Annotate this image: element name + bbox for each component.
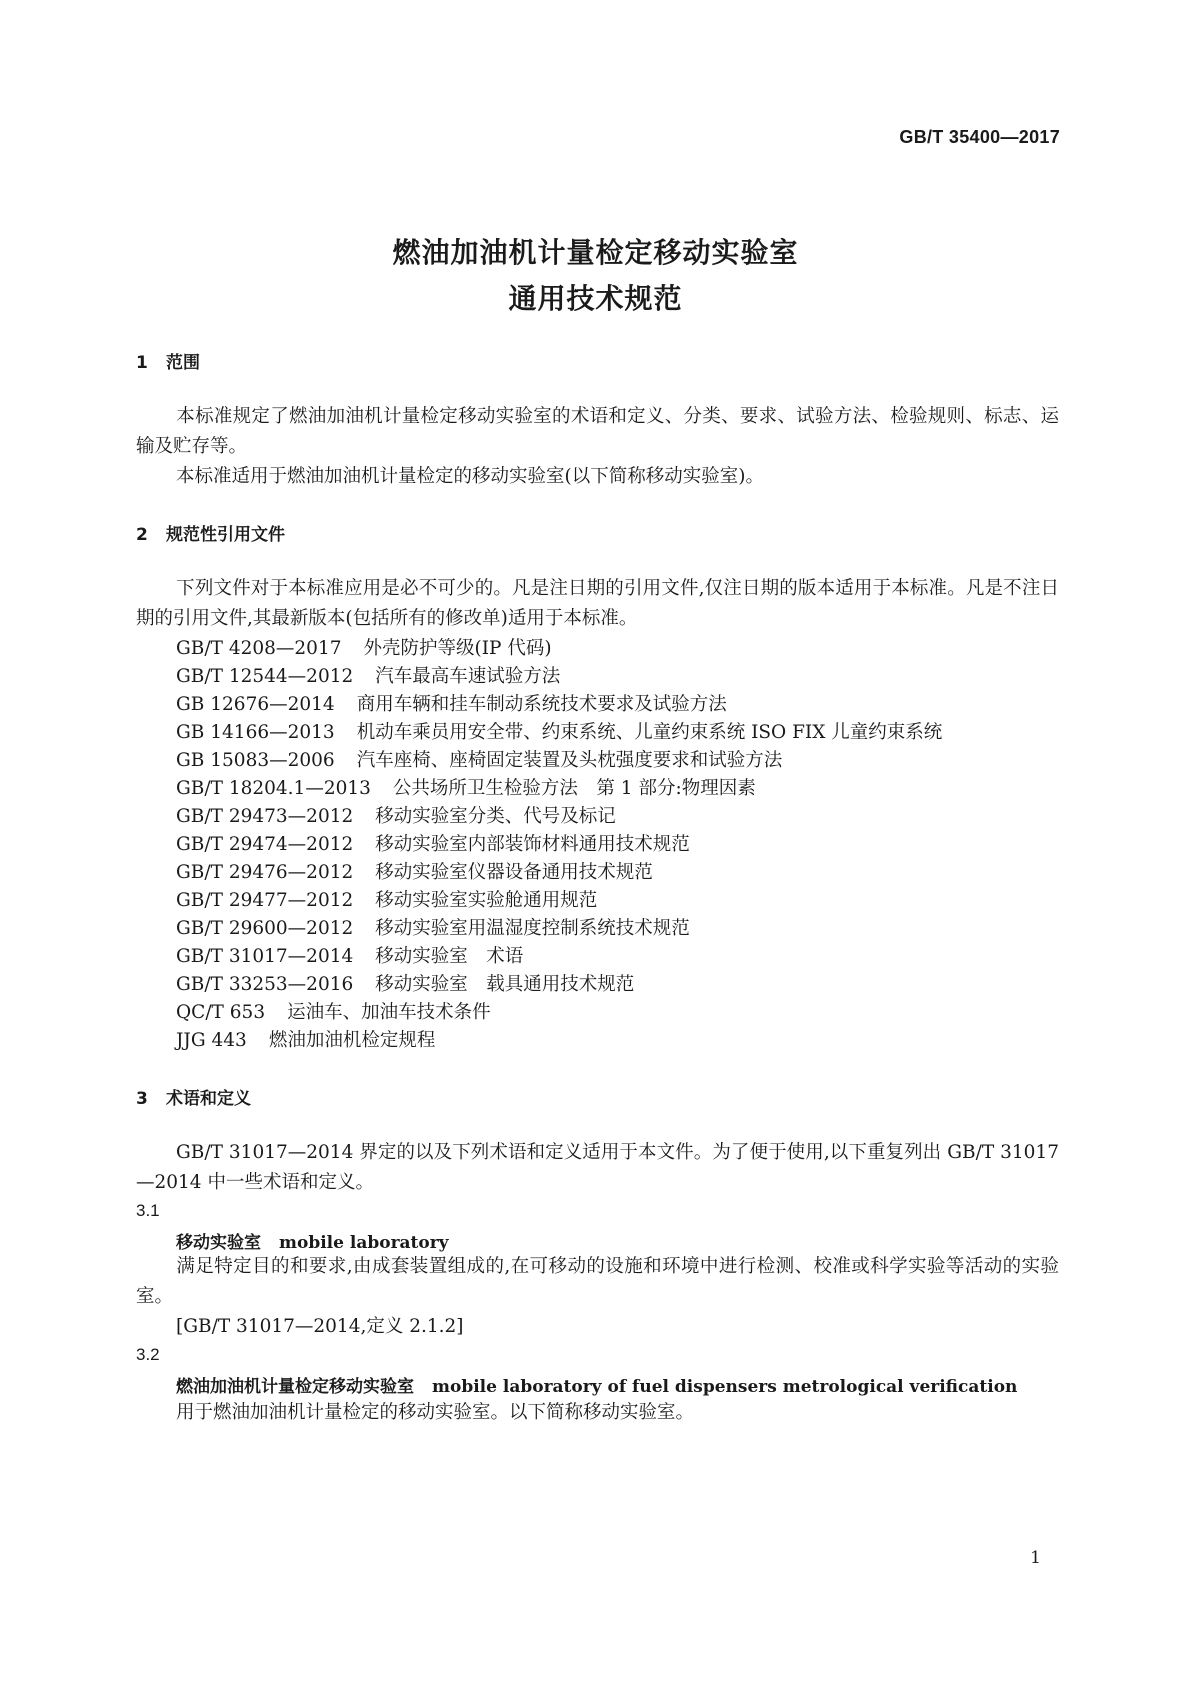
reference-title: 移动实验室实验舱通用规范 bbox=[375, 890, 598, 911]
reference-title: 外壳防护等级(IP 代码) bbox=[363, 638, 552, 659]
paragraph-text: GB/T 31017—2014 界定的以及下列术语和定义适用于本文件。为了便于使用,以下重复列出 GB/T 31017—2014 中一些术语和定义。 bbox=[136, 1142, 1059, 1193]
reference-item bbox=[176, 830, 690, 856]
reference-title: 运油车、加油车技术条件 bbox=[287, 1002, 491, 1023]
reference-code: GB/T 29477—2012 bbox=[176, 890, 354, 911]
reference-code: GB/T 31017—2014 bbox=[176, 946, 354, 967]
paragraph-text: 本标准适用于燃油加油机计量检定的移动实验室(以下简称移动实验室)。 bbox=[176, 466, 764, 487]
reference-code: GB 14166—2013 bbox=[176, 722, 335, 743]
reference-title: 移动实验室内部装饰材料通用技术规范 bbox=[375, 834, 690, 855]
section-title: 规范性引用文件 bbox=[166, 525, 285, 545]
reference-item bbox=[176, 998, 491, 1024]
reference-title: 燃油加油机检定规程 bbox=[268, 1030, 436, 1051]
title-line-2: 通用技术规范 bbox=[508, 282, 683, 315]
reference-code: GB/T 12544—2012 bbox=[176, 666, 354, 687]
reference-code: GB/T 18204.1—2013 bbox=[176, 778, 371, 799]
reference-title: 移动实验室 载具通用技术规范 bbox=[375, 974, 635, 995]
reference-code: JJG 443 bbox=[176, 1030, 247, 1051]
reference-code: GB/T 4208—2017 bbox=[176, 638, 342, 659]
reference-title: 移动实验室分类、代号及标记 bbox=[375, 806, 616, 827]
page-number: 1 bbox=[1030, 1548, 1041, 1568]
term-chinese: 燃油加油机计量检定移动实验室 bbox=[176, 1377, 414, 1397]
reference-code: GB/T 29476—2012 bbox=[176, 862, 354, 883]
reference-item bbox=[176, 662, 560, 688]
reference-title: 商用车辆和挂车制动系统技术要求及试验方法 bbox=[356, 694, 727, 715]
term-english: mobile laboratory of fuel dispensers metrological verification bbox=[432, 1377, 1018, 1397]
reference-title: 移动实验室 术语 bbox=[375, 946, 524, 967]
reference-item bbox=[176, 634, 552, 660]
reference-title: 机动车乘员用安全带、约束系统、儿童约束系统 ISO FIX 儿童约束系统 bbox=[356, 722, 943, 743]
reference-code: GB/T 33253—2016 bbox=[176, 974, 354, 995]
reference-code: GB/T 29600—2012 bbox=[176, 918, 354, 939]
reference-title: 汽车座椅、座椅固定装置及头枕强度要求和试验方法 bbox=[356, 750, 783, 771]
term-source: [GB/T 31017—2014,定义 2.1.2] bbox=[176, 1316, 464, 1337]
section-title: 术语和定义 bbox=[166, 1089, 251, 1109]
reference-item bbox=[176, 886, 597, 912]
term-chinese: 移动实验室 bbox=[176, 1233, 261, 1253]
reference-item bbox=[176, 1026, 435, 1052]
document-title bbox=[0, 230, 1191, 322]
reference-item bbox=[176, 942, 523, 968]
term-number: 3.2 bbox=[136, 1345, 160, 1364]
reference-code: GB 15083—2006 bbox=[176, 750, 335, 771]
section-number: 1 bbox=[136, 353, 148, 373]
term-heading bbox=[176, 1372, 1017, 1397]
reference-item bbox=[176, 858, 653, 884]
section-number: 3 bbox=[136, 1089, 148, 1109]
paragraph-text: 本标准规定了燃油加油机计量检定移动实验室的术语和定义、分类、要求、试验方法、检验规则、标志、运输及贮存等。 bbox=[136, 406, 1059, 457]
standard-number: GB/T 35400—2017 bbox=[899, 127, 1060, 147]
reference-title: 移动实验室仪器设备通用技术规范 bbox=[375, 862, 653, 883]
paragraph-text: 下列文件对于本标准应用是必不可少的。凡是注日期的引用文件,仅注日期的版本适用于本标准。凡是不注日期的引用文件,其最新版本(包括所有的修改单)适用于本标准。 bbox=[136, 578, 1059, 629]
section-2-intro bbox=[136, 574, 1059, 634]
reference-item bbox=[176, 914, 690, 940]
reference-code: GB/T 29473—2012 bbox=[176, 806, 354, 827]
section-3-heading bbox=[136, 1084, 251, 1109]
reference-item bbox=[176, 774, 756, 800]
section-2-heading bbox=[136, 520, 285, 545]
paragraph-text: 满足特定目的和要求,由成套装置组成的,在可移动的设施和环境中进行检测、校准或科学实验等活动的实验室。 bbox=[136, 1256, 1059, 1307]
reference-title: 汽车最高车速试验方法 bbox=[375, 666, 561, 687]
term-number: 3.1 bbox=[136, 1201, 160, 1220]
term-definition: 用于燃油加油机计量检定的移动实验室。以下简称移动实验室。 bbox=[176, 1402, 695, 1423]
section-1-paragraph-2 bbox=[136, 462, 1059, 492]
section-3-intro bbox=[136, 1138, 1059, 1198]
reference-item bbox=[176, 970, 634, 996]
reference-title: 移动实验室用温湿度控制系统技术规范 bbox=[375, 918, 690, 939]
section-number: 2 bbox=[136, 525, 148, 545]
term-definition bbox=[136, 1252, 1059, 1312]
reference-title: 公共场所卫生检验方法 第 1 部分:物理因素 bbox=[392, 778, 756, 799]
term-heading bbox=[176, 1228, 449, 1253]
reference-item bbox=[176, 690, 727, 716]
title-line-1: 燃油加油机计量检定移动实验室 bbox=[392, 236, 799, 269]
reference-item bbox=[176, 802, 616, 828]
term-english: mobile laboratory bbox=[279, 1233, 449, 1253]
section-title: 范围 bbox=[166, 353, 200, 373]
reference-item bbox=[176, 718, 942, 744]
section-1-paragraph-1 bbox=[136, 402, 1059, 462]
reference-code: GB/T 29474—2012 bbox=[176, 834, 354, 855]
reference-code: GB 12676—2014 bbox=[176, 694, 335, 715]
reference-item bbox=[176, 746, 782, 772]
reference-code: QC/T 653 bbox=[176, 1002, 266, 1023]
section-1-heading bbox=[136, 348, 200, 373]
